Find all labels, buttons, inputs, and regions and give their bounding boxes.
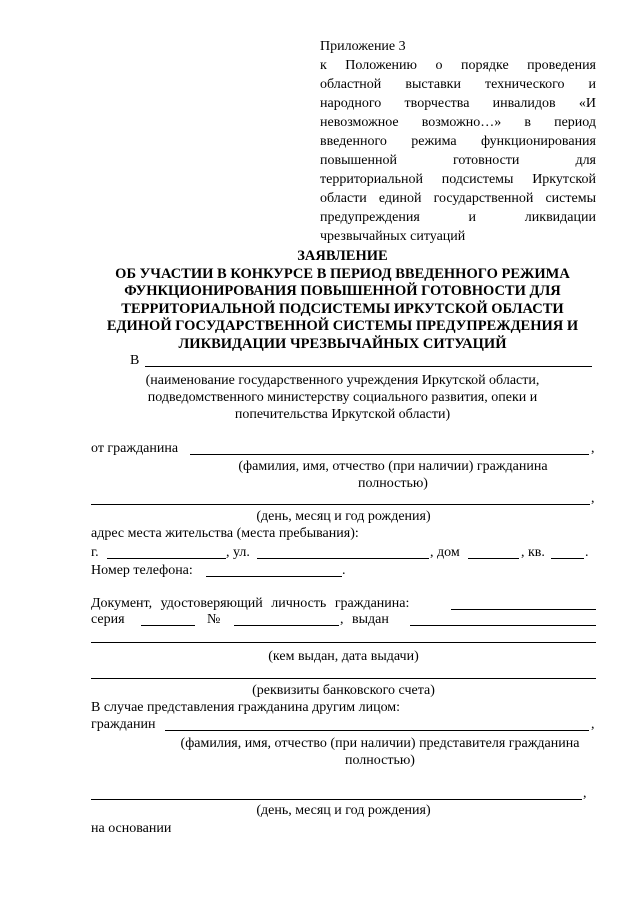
issued-label: , выдан bbox=[340, 612, 389, 627]
rep-name-hint-2: полностью) bbox=[345, 753, 415, 768]
annex-line: невозможное возможно…» в период bbox=[320, 115, 596, 130]
annex-line: чрезвычайных ситуаций bbox=[320, 229, 466, 244]
title-line: ФУНКЦИОНИРОВАНИЯ ПОВЫШЕННОЙ ГОТОВНОСТИ ДЛЯ bbox=[124, 283, 561, 299]
city-field[interactable] bbox=[107, 558, 226, 559]
annex-line: Приложение 3 bbox=[320, 39, 406, 54]
document-title bbox=[70, 248, 615, 353]
title-line: ЕДИНОЙ ГОСУДАРСТВЕННОЙ СИСТЕМЫ ПРЕДУПРЕЖДЕНИЯ И bbox=[106, 318, 579, 334]
annex-line: повышенной готовности для bbox=[320, 153, 596, 168]
comma: , bbox=[591, 717, 595, 732]
basis-label: на основании bbox=[91, 821, 172, 836]
annex-line: территориальной подсистемы Иркутской bbox=[320, 172, 596, 187]
rep-birth-field[interactable] bbox=[91, 799, 582, 800]
house-label: , дом bbox=[430, 545, 460, 560]
phone-field[interactable] bbox=[206, 576, 342, 577]
comma: , bbox=[591, 491, 595, 506]
annex-line: области единой государственной системы bbox=[320, 191, 596, 206]
birth-date-field[interactable] bbox=[91, 504, 590, 505]
bank-details-field[interactable] bbox=[91, 678, 596, 679]
series-label: серия bbox=[91, 612, 125, 627]
annex-line: народного творчества инвалидов «И bbox=[320, 96, 596, 111]
institution-field[interactable] bbox=[145, 366, 592, 367]
period: . bbox=[342, 563, 346, 578]
title-line: ЗАЯВЛЕНИЕ bbox=[297, 248, 388, 264]
house-field[interactable] bbox=[468, 558, 519, 559]
birth-date-hint: (день, месяц и год рождения) bbox=[256, 509, 431, 524]
comma: , bbox=[583, 786, 587, 801]
issued-hint: (кем выдан, дата выдачи) bbox=[268, 649, 419, 664]
annex-line: предупреждения и ликвидации bbox=[320, 210, 596, 225]
annex-line: введенного режима функционирования bbox=[320, 134, 596, 149]
issued-field[interactable] bbox=[410, 625, 596, 626]
institution-hint-3: попечительства Иркутской области) bbox=[234, 407, 451, 422]
citizen-word: гражданин bbox=[91, 717, 156, 732]
apt-field[interactable] bbox=[551, 558, 584, 559]
phone-label: Номер телефона: bbox=[91, 563, 193, 578]
id-document-label: Документ, удостоверяющий личность гражданина: bbox=[91, 596, 410, 611]
title-line: ОБ УЧАСТИИ В КОНКУРСЕ В ПЕРИОД ВВЕДЕННОГО РЕЖИМА bbox=[115, 265, 570, 282]
institution-hint-2: подведомственного министерству социального развития, опеки и bbox=[147, 390, 538, 405]
annex-block bbox=[320, 37, 596, 246]
to-prefix: В bbox=[130, 353, 140, 368]
id-document-field[interactable] bbox=[451, 609, 596, 610]
street-field[interactable] bbox=[257, 558, 429, 559]
citizen-name-hint-2: полностью) bbox=[358, 476, 428, 491]
street-label: , ул. bbox=[226, 545, 250, 560]
city-label: г. bbox=[91, 545, 99, 560]
rep-name-hint-1: (фамилия, имя, отчество (при наличии) представителя гражданина bbox=[180, 736, 580, 751]
number-sign: № bbox=[207, 612, 221, 627]
representative-name-field[interactable] bbox=[165, 730, 589, 731]
title-line: ТЕРРИТОРИАЛЬНОЙ ПОДСИСТЕМЫ ИРКУТСКОЙ ОБЛАСТИ bbox=[121, 300, 564, 317]
annex-line: областной выставки технического и bbox=[320, 77, 596, 92]
title-line: ЛИКВИДАЦИИ ЧРЕЗВЫЧАЙНЫХ СИТУАЦИЙ bbox=[178, 335, 507, 352]
address-label: адрес места жительства (места пребывания): bbox=[91, 526, 359, 541]
from-citizen-label: от гражданина bbox=[91, 441, 179, 456]
number-field[interactable] bbox=[234, 625, 339, 626]
annex-line: к Положению о порядке проведения bbox=[320, 58, 596, 73]
citizen-name-field[interactable] bbox=[190, 454, 589, 455]
issued-detail-field[interactable] bbox=[91, 642, 596, 643]
apt-label: , кв. bbox=[521, 545, 545, 560]
period: . bbox=[585, 545, 589, 560]
citizen-name-hint-1: (фамилия, имя, отчество (при наличии) гражданина bbox=[238, 459, 548, 474]
comma: , bbox=[591, 441, 595, 456]
rep-birth-hint: (день, месяц и год рождения) bbox=[256, 803, 431, 818]
series-field[interactable] bbox=[141, 625, 195, 626]
representative-label: В случае представления гражданина другим лицом: bbox=[91, 700, 401, 715]
bank-hint: (реквизиты банковского счета) bbox=[252, 683, 435, 698]
institution-hint-1: (наименование государственного учреждения Иркутской области, bbox=[145, 373, 540, 388]
